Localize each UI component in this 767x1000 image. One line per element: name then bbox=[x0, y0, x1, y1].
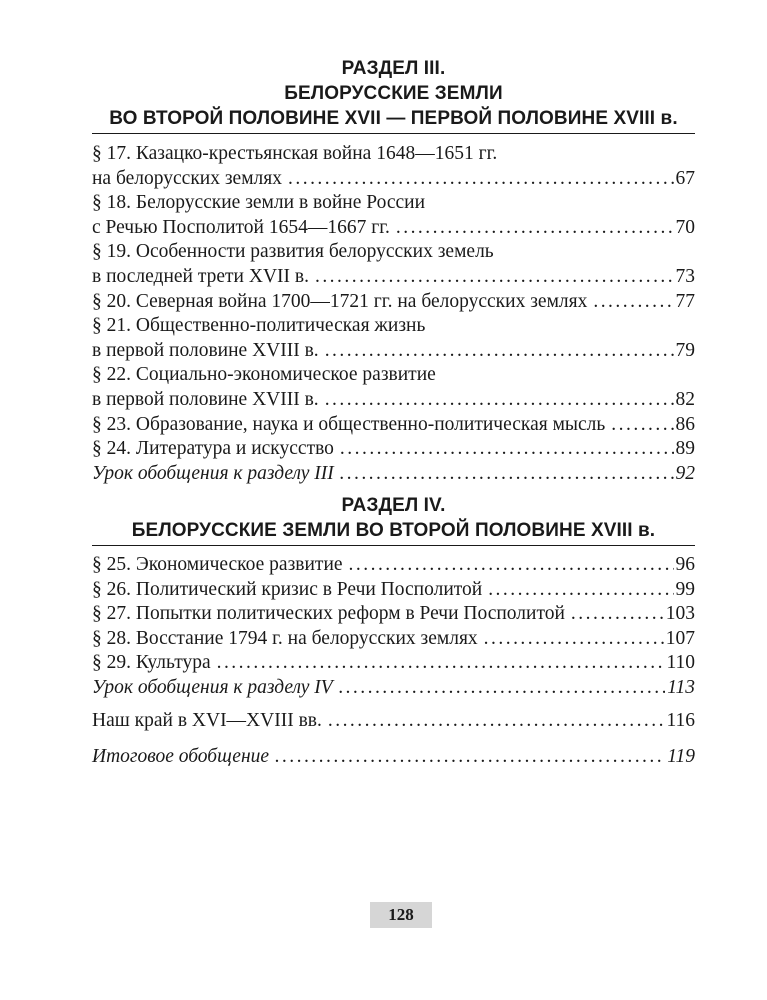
dot-leader bbox=[349, 553, 674, 578]
toc-entry bbox=[92, 578, 695, 603]
toc-entry-page: 67 bbox=[675, 167, 695, 189]
toc-entry-line bbox=[92, 265, 695, 290]
toc-entry bbox=[92, 676, 695, 701]
dot-leader bbox=[571, 602, 664, 627]
toc-entry-line bbox=[92, 216, 695, 241]
toc-entry-page: 107 bbox=[665, 627, 695, 649]
toc-entry-title: § 24. Литература и искусство bbox=[92, 438, 334, 460]
dot-leader bbox=[288, 167, 673, 192]
toc-entry-line bbox=[92, 462, 695, 487]
dot-leader bbox=[339, 676, 665, 701]
toc-entry-title: Урок обобщения к разделу III bbox=[92, 462, 334, 484]
toc-entry-page: 70 bbox=[675, 216, 695, 238]
toc-entry-title: § 27. Попытки политических реформ в Речи Посполитой bbox=[92, 603, 565, 625]
toc-entry-line bbox=[92, 240, 695, 265]
toc-entry-line bbox=[92, 363, 695, 388]
toc-entry-page: 113 bbox=[667, 676, 695, 698]
toc-entry-page: 99 bbox=[675, 578, 695, 600]
toc-entry-page: 92 bbox=[675, 462, 695, 484]
dot-leader bbox=[396, 216, 674, 241]
toc-entry-title: на белорусских землях bbox=[92, 167, 283, 189]
toc-entry-title: с Речью Посполитой 1654—1667 гг. bbox=[92, 216, 390, 238]
page-number: 128 bbox=[370, 902, 432, 928]
toc-entry-title: § 26. Политический кризис в Речи Посполитой bbox=[92, 578, 483, 600]
toc-entry-title: Итоговое обобщение bbox=[92, 746, 270, 768]
toc-entry-title: § 17. Казацко-крестьянская война 1648—1651 гг. bbox=[92, 143, 498, 164]
toc-entry-page: 103 bbox=[665, 603, 695, 625]
toc-entry bbox=[92, 437, 695, 462]
toc-entry-title: § 25. Экономическое развитие bbox=[92, 554, 343, 575]
dot-leader bbox=[328, 709, 665, 734]
section-3-heading bbox=[92, 56, 695, 131]
toc-entry-line bbox=[92, 191, 695, 216]
toc-entry-title: § 29. Культура bbox=[92, 652, 211, 674]
toc-entry-line bbox=[92, 553, 695, 578]
toc-entry-line bbox=[92, 314, 695, 339]
section-3-toc bbox=[92, 142, 695, 486]
toc-entry-title: Урок обобщения к разделу IV bbox=[92, 676, 333, 698]
toc-entry-page: 86 bbox=[675, 413, 695, 435]
toc-entry-line bbox=[92, 709, 695, 734]
toc-entry-line bbox=[92, 388, 695, 413]
toc-entry-title: § 19. Особенности развития белорусских земель bbox=[92, 241, 494, 263]
toc-entry-title: § 18. Белорусские земли в войне России bbox=[92, 192, 426, 214]
section-4-divider bbox=[92, 545, 695, 546]
toc-entry-page: 79 bbox=[675, 339, 695, 361]
toc-entry bbox=[92, 191, 695, 240]
dot-leader bbox=[488, 578, 673, 603]
toc-entry-page: 96 bbox=[675, 554, 695, 575]
toc-entry-page: 119 bbox=[667, 746, 695, 768]
toc-entry-page: 73 bbox=[675, 265, 695, 287]
toc-entry-title: в первой половине XVIII в. bbox=[92, 339, 319, 361]
section-4-toc bbox=[92, 553, 695, 770]
toc-entry bbox=[92, 627, 695, 652]
dot-leader bbox=[611, 413, 673, 438]
toc-entry-title: § 22. Социально-экономическое развитие bbox=[92, 364, 436, 386]
toc-entry bbox=[92, 462, 695, 487]
dot-leader bbox=[325, 388, 674, 413]
toc-entry bbox=[92, 363, 695, 412]
toc-entry-title: в последней трети XVII в. bbox=[92, 265, 309, 287]
toc-entry-line bbox=[92, 578, 695, 603]
toc-entry-line bbox=[92, 627, 695, 652]
dot-leader bbox=[315, 265, 674, 290]
toc-entry-page: 89 bbox=[675, 438, 695, 460]
toc-entry-page: 116 bbox=[666, 709, 695, 731]
toc-entry bbox=[92, 745, 695, 770]
toc-entry-title: § 20. Северная война 1700—1721 гг. на белорусских землях bbox=[92, 290, 588, 312]
toc-entry bbox=[92, 142, 695, 191]
toc-entry-title: § 21. Общественно-политическая жизнь bbox=[92, 315, 426, 337]
toc-entry-line bbox=[92, 602, 695, 627]
section-4-heading bbox=[92, 493, 695, 543]
toc-entry-title: § 23. Образование, наука и общественно-политическая мысль bbox=[92, 413, 606, 435]
section-4-heading-line: БЕЛОРУССКИЕ ЗЕМЛИ ВО ВТОРОЙ ПОЛОВИНЕ XVIII в. bbox=[131, 520, 656, 541]
section-4-heading-line: РАЗДЕЛ IV. bbox=[341, 495, 446, 516]
toc-entry-line bbox=[92, 290, 695, 315]
toc-entry-line bbox=[92, 437, 695, 462]
toc-entry bbox=[92, 602, 695, 627]
dot-leader bbox=[340, 462, 674, 487]
dot-leader bbox=[275, 745, 665, 770]
dot-leader bbox=[484, 627, 664, 652]
toc-entry-line bbox=[92, 167, 695, 192]
dot-leader bbox=[593, 290, 673, 315]
toc-entry-title: в первой половине XVIII в. bbox=[92, 388, 319, 410]
dot-leader bbox=[340, 437, 674, 462]
toc-entry-line bbox=[92, 339, 695, 364]
toc-entry bbox=[92, 651, 695, 676]
toc-entry-page: 77 bbox=[675, 290, 695, 312]
dot-leader bbox=[325, 339, 674, 364]
toc-entry-page: 110 bbox=[666, 652, 695, 674]
toc-entry-line bbox=[92, 745, 695, 770]
section-3-divider bbox=[92, 133, 695, 134]
toc-entry-line bbox=[92, 676, 695, 701]
toc-entry-page: 82 bbox=[675, 388, 695, 410]
toc-entry bbox=[92, 413, 695, 438]
dot-leader bbox=[217, 651, 665, 676]
toc-entry bbox=[92, 240, 695, 289]
toc-entry bbox=[92, 709, 695, 734]
toc-entry bbox=[92, 290, 695, 315]
toc-entry-line bbox=[92, 142, 695, 167]
section-3-heading-line: БЕЛОРУССКИЕ ЗЕМЛИ bbox=[284, 83, 503, 104]
section-3-heading-line: РАЗДЕЛ III. bbox=[341, 58, 446, 79]
toc-entry-line bbox=[92, 413, 695, 438]
toc-entry bbox=[92, 314, 695, 363]
toc-entry-title: Наш край в XVI—XVIII вв. bbox=[92, 709, 322, 731]
toc-entry-title: § 28. Восстание 1794 г. на белорусских землях bbox=[92, 627, 478, 649]
toc-entry bbox=[92, 553, 695, 578]
toc-entry-line bbox=[92, 651, 695, 676]
section-3-heading-line: ВО ВТОРОЙ ПОЛОВИНЕ XVII — ПЕРВОЙ ПОЛОВИНЕ XVIII в. bbox=[109, 108, 678, 129]
